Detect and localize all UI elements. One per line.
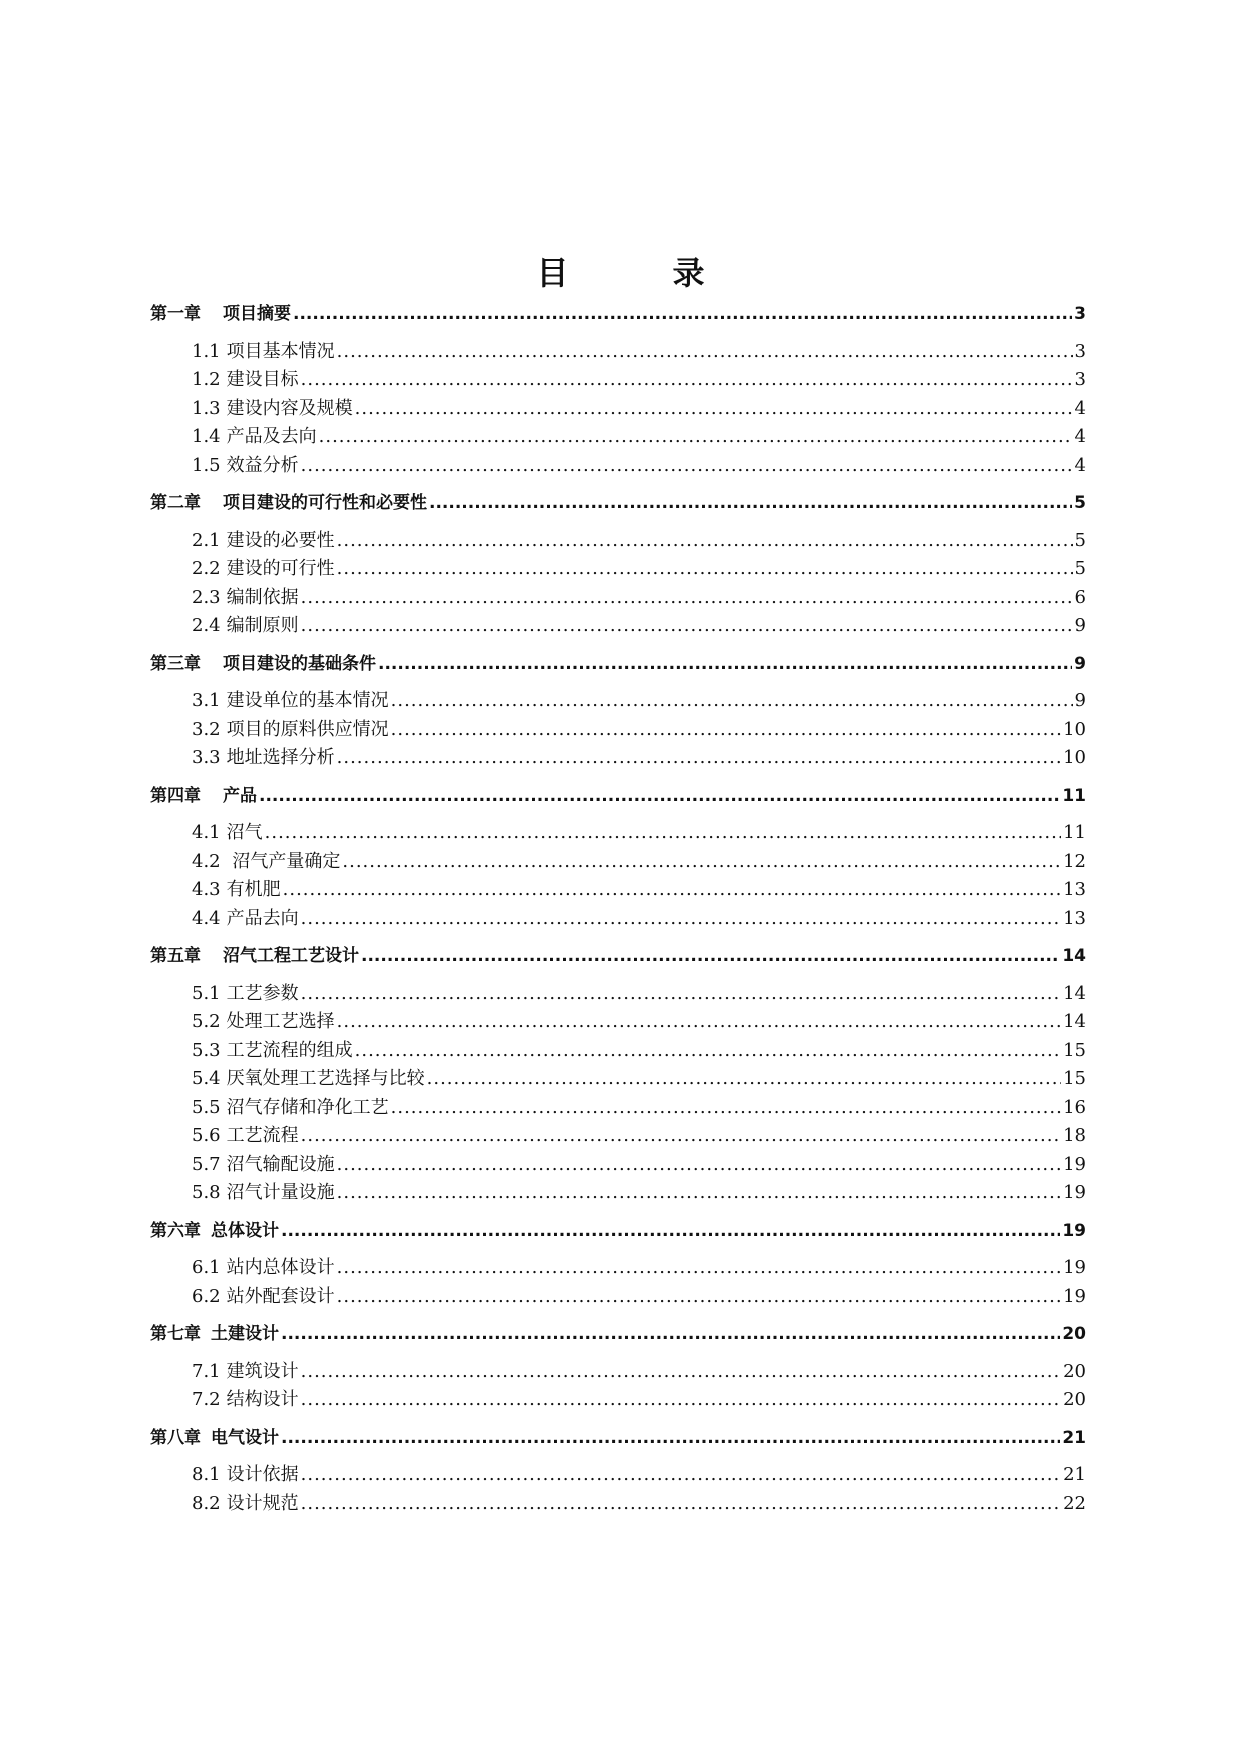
toc-entry-text: 项目基本情况 [226,340,335,362]
dot-leader [427,1065,1061,1094]
toc-entry-label [192,452,299,481]
toc-entry-label [192,1358,299,1387]
toc-entry-text: 总体设计 [211,1220,279,1241]
toc-chapter-entry[interactable] [150,1320,1086,1349]
dot-leader [378,650,1072,679]
toc-entry-label [150,782,257,811]
toc-page-number: 19 [1063,1257,1086,1278]
toc-entry-number: 1.4 [192,426,221,447]
dot-leader [319,423,1073,452]
dot-leader [293,300,1072,329]
toc-entry-text: 产品去向 [226,907,299,929]
toc-entry-text: 沼气存储和净化工艺 [226,1096,389,1118]
toc-page-number: 22 [1063,1492,1086,1514]
dot-leader [355,1037,1061,1066]
toc-page-number: 3 [1074,369,1086,390]
toc-page-number: 5 [1074,529,1086,551]
toc-entry-text: 建设目标 [226,369,299,390]
dot-leader [391,1094,1061,1123]
dot-leader [337,744,1061,773]
toc-section-entry[interactable] [150,1065,1086,1094]
toc-entry-text: 沼气 [226,822,263,843]
toc-page-number: 14 [1063,1011,1086,1032]
dot-leader [337,1151,1061,1180]
toc-entry-text: 沼气工程工艺设计 [223,946,359,966]
dot-leader [301,1461,1061,1490]
toc-entry-number: 5.8 [192,1182,221,1203]
dot-leader [301,1490,1061,1519]
toc-entry-number: 2.1 [192,529,221,551]
toc-section-entry[interactable] [150,1283,1086,1312]
toc-entry-text: 建设内容及规模 [226,397,353,419]
toc-section-entry[interactable] [150,1461,1086,1490]
toc-page-number: 3 [1074,340,1086,362]
toc-page-number: 14 [1062,946,1086,966]
toc-entry-text: 工艺参数 [226,982,299,1004]
toc-entry-label [192,1179,335,1208]
toc-entry-number: 4.3 [192,879,221,900]
dot-leader [337,1283,1061,1312]
dot-leader [337,1008,1061,1037]
toc-entry-text: 建设的必要性 [226,529,335,551]
dot-leader [301,905,1061,934]
toc-entry-number: 3.1 [192,690,221,711]
toc-entry-text: 项目摘要 [223,304,291,324]
toc-entry-number: 第三章 [150,653,201,674]
toc-entry-text: 建设的可行性 [226,558,335,579]
toc-entry-label [192,819,263,848]
toc-entry-number: 第四章 [150,785,201,806]
toc-entry-number: 1.1 [192,340,221,362]
dot-leader [361,942,1060,971]
toc-section-entry[interactable] [150,1122,1086,1151]
toc-page-number: 6 [1074,586,1086,608]
toc-entry-text: 产品及去向 [226,426,317,447]
toc-entry-label [192,1122,299,1151]
toc-entry-label [192,1283,335,1312]
toc-entry-number: 第六章 [150,1220,201,1241]
dot-leader [281,1424,1060,1453]
dot-leader [301,980,1061,1009]
toc-section-entry[interactable] [150,1037,1086,1066]
table-of-contents [150,300,1086,1518]
toc-entry-text: 沼气输配设施 [226,1153,335,1175]
toc-entry-label [150,489,427,518]
toc-entry-text: 结构设计 [226,1389,299,1410]
toc-section-entry[interactable] [150,1151,1086,1180]
toc-entry-text: 编制原则 [226,615,299,636]
toc-entry-label [192,366,299,395]
toc-page-number: 5 [1074,558,1086,579]
toc-entry-number: 5.7 [192,1153,221,1175]
toc-entry-label [192,1151,335,1180]
dot-leader [337,1179,1061,1208]
toc-page-number: 21 [1063,1464,1086,1485]
dot-leader [281,1217,1060,1246]
toc-entry-number: 4.2 [192,850,221,872]
toc-page-number: 16 [1063,1096,1086,1118]
toc-entry-number: 第一章 [150,304,201,324]
toc-section-entry[interactable] [150,819,1086,848]
toc-section-entry[interactable] [150,1094,1086,1123]
toc-entry-label [192,1094,389,1123]
toc-section-entry[interactable] [150,1386,1086,1415]
toc-entry-label [150,300,291,329]
toc-entry-label [192,848,340,877]
toc-entry-label [192,744,335,773]
dot-leader [301,584,1073,613]
toc-entry-number: 3.2 [192,718,221,740]
toc-entry-label [192,1065,425,1094]
toc-page-number: 9 [1074,653,1086,674]
toc-entry-number: 第七章 [150,1324,201,1344]
toc-page-number: 15 [1063,1068,1086,1089]
toc-section-entry[interactable] [150,1179,1086,1208]
toc-entry-label [192,423,317,452]
dot-leader [265,819,1061,848]
dot-leader [355,395,1073,424]
toc-entry-number: 5.4 [192,1068,221,1089]
dot-leader [391,687,1073,716]
toc-entry-label [192,527,335,556]
toc-section-entry[interactable] [150,395,1086,424]
toc-entry-text: 站内总体设计 [226,1257,335,1278]
toc-page-number: 21 [1062,1427,1086,1448]
toc-entry-text: 设计规范 [226,1492,299,1514]
toc-entry-text: 站外配套设计 [226,1285,335,1307]
dot-leader [281,1320,1060,1349]
toc-entry-number: 5.2 [192,1011,221,1032]
toc-section-entry[interactable] [150,1254,1086,1283]
toc-entry-label [150,1424,279,1453]
toc-chapter-entry[interactable] [150,300,1086,329]
toc-section-entry[interactable] [150,527,1086,556]
toc-entry-label [192,1386,299,1415]
dot-leader [301,1358,1061,1387]
dot-leader [337,527,1073,556]
dot-leader [301,1122,1061,1151]
toc-entry-number: 5.1 [192,982,221,1004]
toc-page-number: 11 [1063,822,1086,843]
toc-entry-number: 5.3 [192,1039,221,1061]
toc-entry-number: 第八章 [150,1427,201,1448]
toc-entry-text: 建筑设计 [226,1360,299,1382]
toc-section-entry[interactable] [150,366,1086,395]
toc-entry-number: 3.3 [192,747,221,768]
toc-page-number: 18 [1063,1125,1086,1146]
toc-section-entry[interactable] [150,848,1086,877]
toc-entry-number: 8.1 [192,1464,221,1485]
toc-page-number: 19 [1063,1182,1086,1203]
toc-entry-label [192,1254,335,1283]
toc-section-entry[interactable] [150,423,1086,452]
toc-section-entry[interactable] [150,452,1086,481]
dot-leader [342,848,1061,877]
toc-entry-label [150,1217,279,1246]
toc-page-number: 14 [1063,982,1086,1004]
dot-leader [301,452,1073,481]
toc-entry-text: 厌氧处理工艺选择与比较 [226,1068,425,1089]
dot-leader [283,876,1061,905]
toc-entry-text: 处理工艺选择 [226,1011,335,1032]
toc-page-number: 5 [1074,493,1086,513]
toc-entry-text: 产品 [223,785,257,806]
toc-entry-label [192,1461,299,1490]
toc-section-entry[interactable] [150,338,1086,367]
toc-entry-text: 有机肥 [226,879,281,900]
toc-entry-number: 4.4 [192,907,221,929]
toc-entry-text: 土建设计 [211,1324,279,1344]
toc-entry-label [192,716,389,745]
toc-page-number: 13 [1063,879,1086,900]
toc-section-entry[interactable] [150,584,1086,613]
toc-entry-number: 5.5 [192,1096,221,1118]
toc-page-number: 4 [1074,454,1086,476]
toc-section-entry[interactable] [150,555,1086,584]
toc-section-entry[interactable] [150,1008,1086,1037]
toc-section-entry[interactable] [150,687,1086,716]
toc-entry-number: 1.5 [192,454,221,476]
toc-entry-text: 电气设计 [211,1427,279,1448]
toc-entry-label [150,650,376,679]
toc-section-entry[interactable] [150,905,1086,934]
dot-leader [301,612,1073,641]
toc-entry-label [192,1490,299,1519]
toc-page-number: 3 [1074,304,1086,324]
toc-section-entry[interactable] [150,1358,1086,1387]
toc-entry-label [150,1320,279,1349]
dot-leader [259,782,1060,811]
toc-section-entry[interactable] [150,716,1086,745]
toc-chapter-entry[interactable] [150,942,1086,971]
toc-entry-number: 2.3 [192,586,221,608]
toc-entry-number: 1.3 [192,397,221,419]
toc-page-number: 20 [1062,1324,1086,1344]
toc-chapter-entry[interactable] [150,1217,1086,1246]
toc-entry-text: 地址选择分析 [226,747,335,768]
toc-page-number: 15 [1063,1039,1086,1061]
toc-entry-label [192,395,353,424]
toc-entry-text: 编制依据 [226,586,299,608]
toc-entry-number: 2.4 [192,615,221,636]
toc-page-number: 12 [1063,850,1086,872]
toc-chapter-entry[interactable] [150,650,1086,679]
toc-entry-number: 第二章 [150,493,201,513]
toc-page-number: 13 [1063,907,1086,929]
toc-page-number: 20 [1063,1389,1086,1410]
toc-entry-label [192,612,299,641]
dot-leader [337,555,1073,584]
toc-section-entry[interactable] [150,1490,1086,1519]
toc-entry-number: 6.2 [192,1285,221,1307]
toc-section-entry[interactable] [150,876,1086,905]
toc-entry-text: 设计依据 [226,1464,299,1485]
toc-entry-number: 7.1 [192,1360,221,1382]
toc-entry-text: 效益分析 [226,454,299,476]
toc-page-number: 4 [1074,426,1086,447]
toc-entry-number: 4.1 [192,822,221,843]
toc-page-number: 10 [1063,718,1086,740]
toc-entry-label [192,1008,335,1037]
toc-page-number: 19 [1063,1153,1086,1175]
toc-section-entry[interactable] [150,744,1086,773]
toc-chapter-entry[interactable] [150,489,1086,518]
toc-entry-number: 6.1 [192,1257,221,1278]
dot-leader [391,716,1061,745]
toc-entry-number: 第五章 [150,946,201,966]
toc-page-number: 19 [1063,1285,1086,1307]
toc-entry-text: 建设单位的基本情况 [226,690,389,711]
toc-entry-label [192,1037,353,1066]
toc-page-number: 11 [1062,785,1086,806]
toc-entry-text: 沼气产量确定 [226,850,341,872]
dot-leader [337,338,1073,367]
toc-page-number: 10 [1063,747,1086,768]
toc-entry-number: 8.2 [192,1492,221,1514]
toc-entry-number: 5.6 [192,1125,221,1146]
toc-entry-label [192,876,281,905]
toc-section-entry[interactable] [150,980,1086,1009]
toc-entry-label [192,555,335,584]
toc-entry-label [150,942,359,971]
toc-page-number: 19 [1062,1220,1086,1241]
toc-page-number: 20 [1063,1360,1086,1382]
toc-entry-text: 工艺流程 [226,1125,299,1146]
toc-entry-label [192,584,299,613]
toc-entry-text: 项目的原料供应情况 [226,718,389,740]
toc-entry-text: 项目建设的可行性和必要性 [223,493,427,513]
dot-leader [301,1386,1061,1415]
toc-entry-label [192,338,335,367]
toc-page-number: 4 [1074,397,1086,419]
dot-leader [301,366,1073,395]
toc-entry-text: 项目建设的基础条件 [223,653,376,674]
toc-entry-label [192,980,299,1009]
toc-entry-number: 2.2 [192,558,221,579]
dot-leader [337,1254,1061,1283]
dot-leader [429,489,1072,518]
toc-page-number: 9 [1074,615,1086,636]
toc-chapter-entry[interactable] [150,782,1086,811]
toc-section-entry[interactable] [150,612,1086,641]
toc-entry-label [192,905,299,934]
toc-entry-text: 工艺流程的组成 [226,1039,353,1061]
page-title: 目 录 [536,254,741,292]
toc-page-number: 9 [1074,690,1086,711]
toc-entry-label [192,687,389,716]
toc-chapter-entry[interactable] [150,1424,1086,1453]
toc-entry-number: 7.2 [192,1389,221,1410]
toc-entry-text: 沼气计量设施 [226,1182,335,1203]
toc-entry-number: 1.2 [192,369,221,390]
